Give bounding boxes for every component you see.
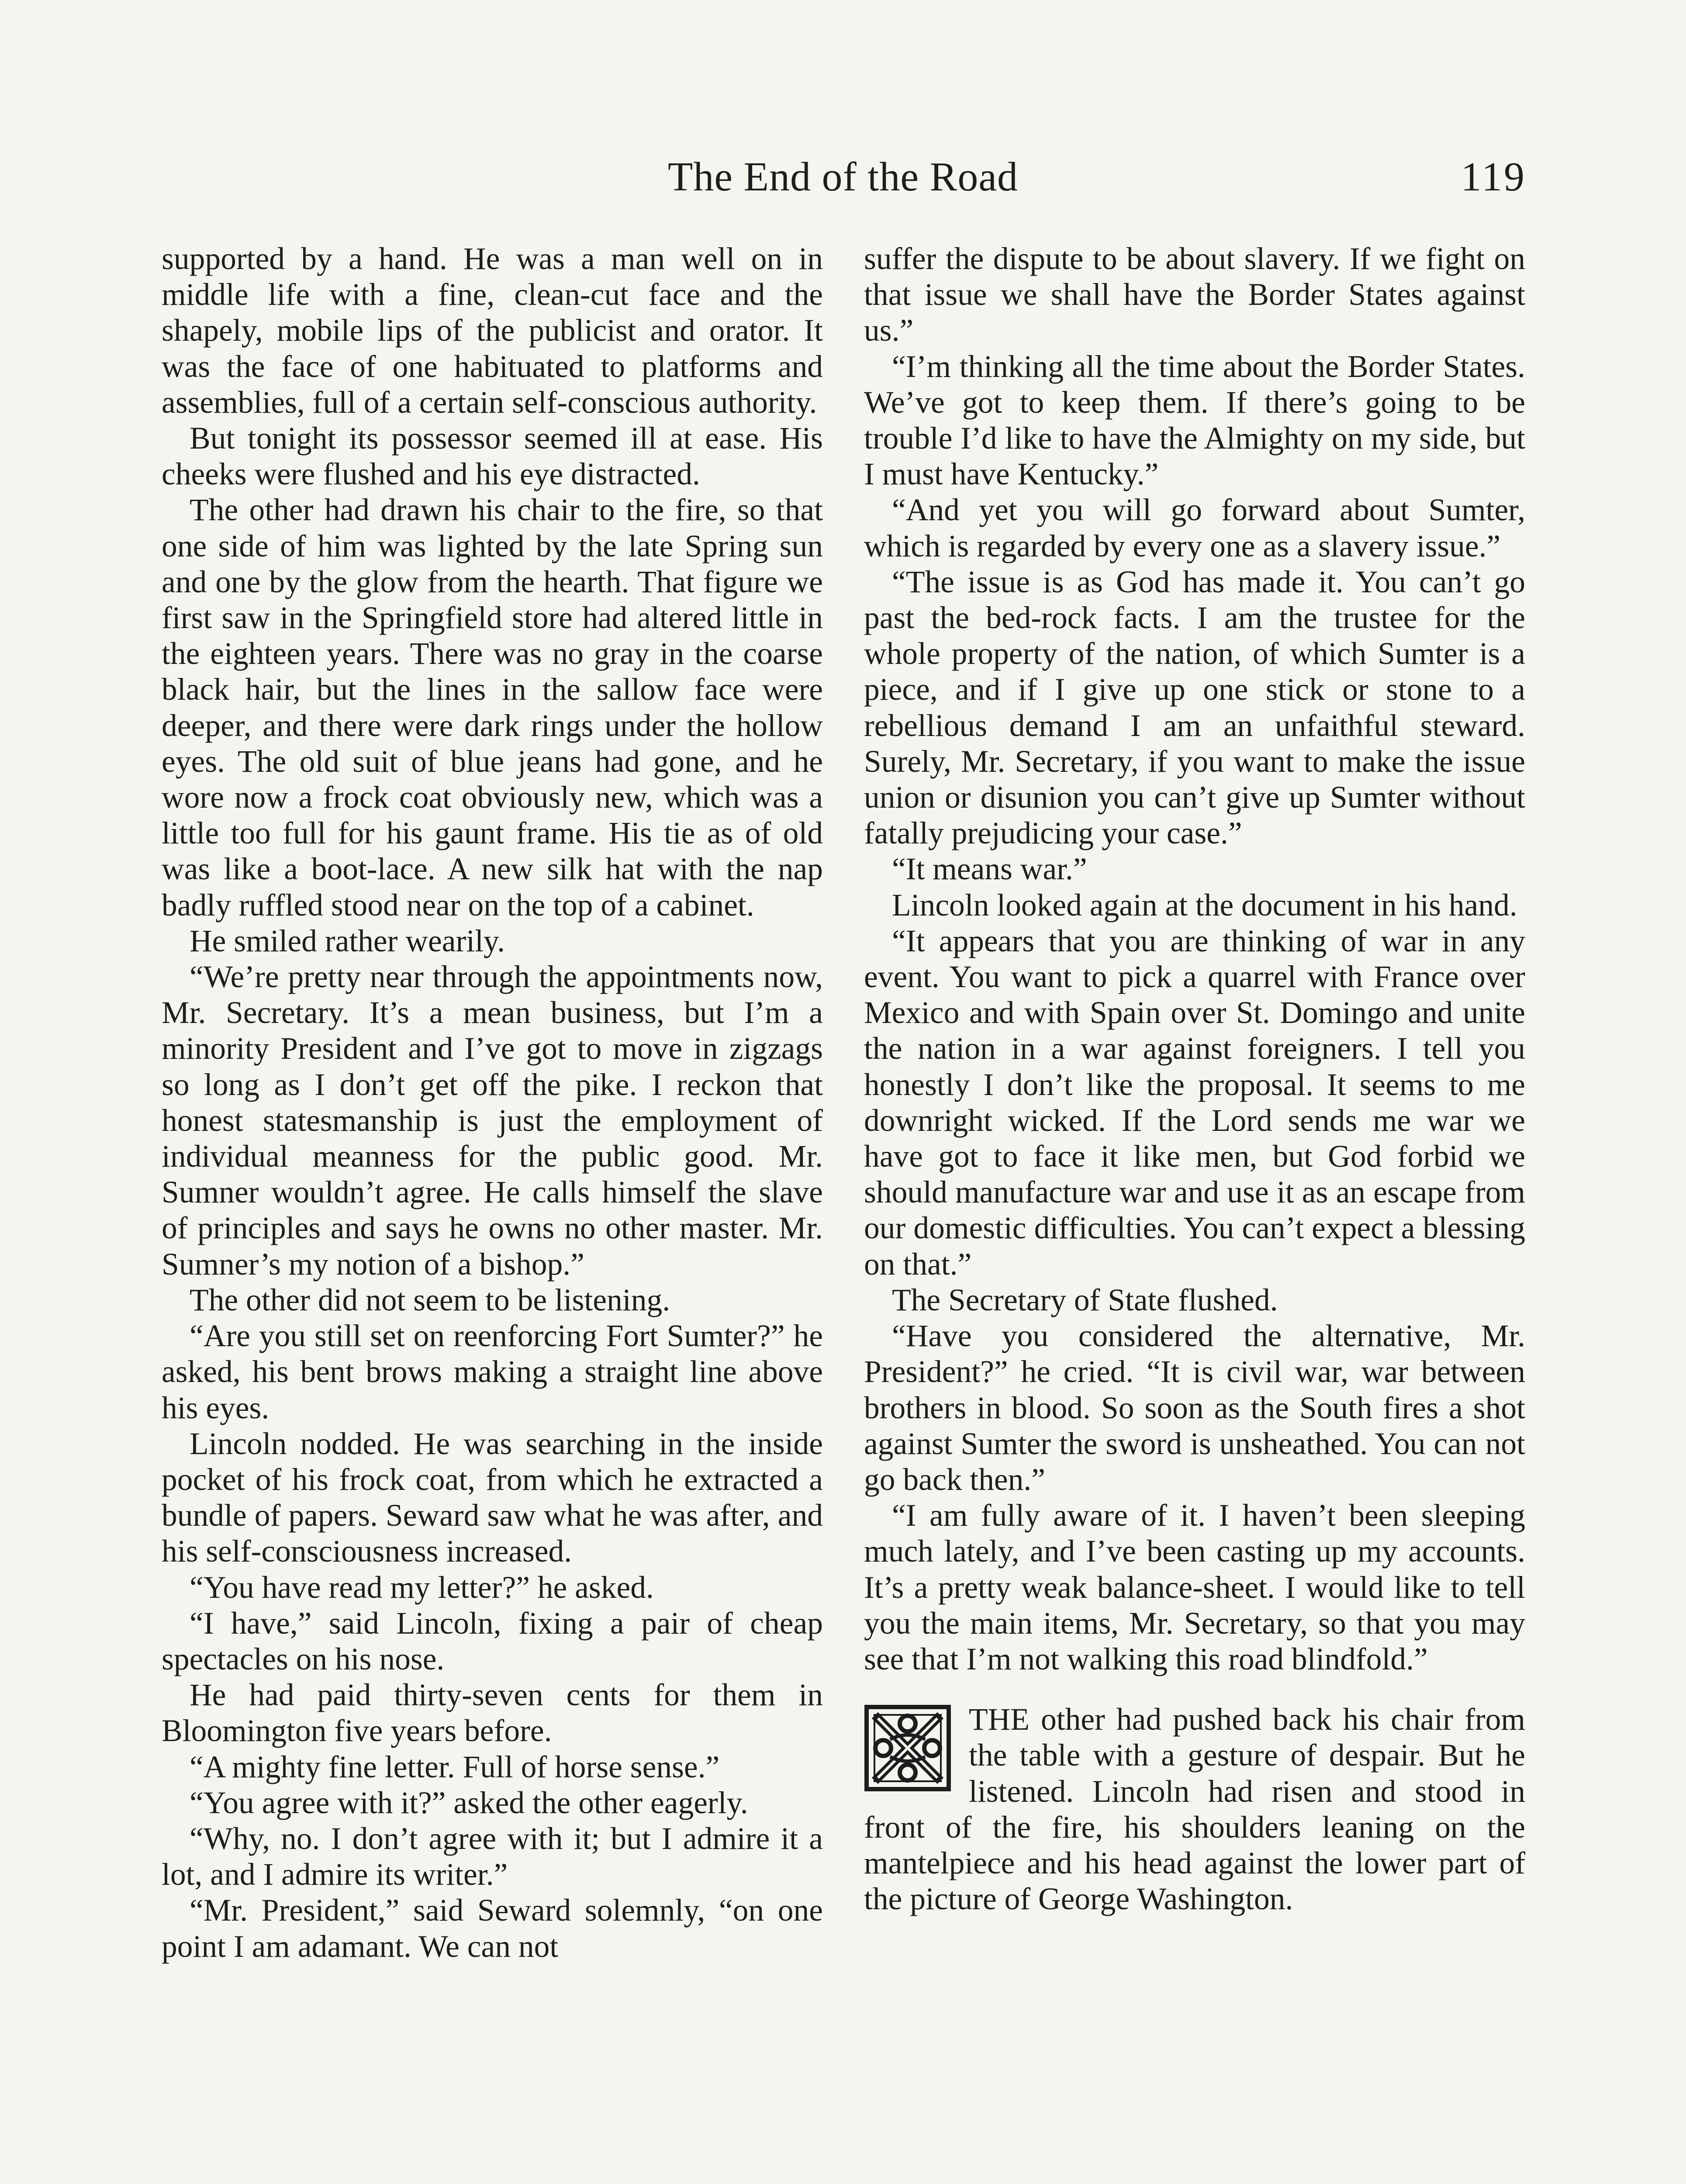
- paragraph: “I’m thinking all the time about the Border States. We’ve got to keep them. If there’s going to be trouble I’d like to have the Almighty on my side, but I must have Kentucky.”: [864, 349, 1525, 492]
- celtic-knot-ornament-icon: [864, 1704, 951, 1792]
- paragraph: Lincoln looked again at the document in his hand.: [892, 888, 1517, 923]
- page-header: [160, 149, 1526, 210]
- closing-paragraph: THE other had pushed back his chair from the table with a gesture of despair. But he listened. Lincoln had risen and stood in front of the fire, his shoulders leaning on the mantelpiece and his head against the lower part of the picture of George Washington.: [864, 1702, 1525, 1917]
- paragraph: He smiled rather wearily.: [190, 923, 505, 958]
- paragraph: “Have you considered the alternative, Mr. President?” he cried. “It is civil war, war between brothers in blood. So soon as the South fires a shot against Sumter the sword is unsheathed. You can not go back then.”: [864, 1319, 1525, 1497]
- paragraph: “You agree with it?” asked the other eagerly.: [190, 1785, 748, 1820]
- paragraph: “I am fully aware of it. I haven’t been sleeping much lately, and I’ve been casting up my accounts. It’s a pretty weak balance-sheet. I would like to tell you the main items, Mr. Secretary, so that you may see that I’m not walking this road blindfold.”: [864, 1498, 1525, 1676]
- paragraph: “Mr. President,” said Seward solemnly, “on one point I am adamant. We can not: [162, 1893, 823, 1964]
- paragraph: “And yet you will go forward about Sumter, which is regarded by every one as a slavery issue.”: [864, 493, 1525, 563]
- paragraph: He had paid thirty-seven cents for them in Bloomington five years before.: [162, 1678, 823, 1749]
- paragraph: “Why, no. I don’t agree with it; but I admire it a lot, and I admire its writer.”: [162, 1821, 823, 1892]
- paragraph: The other had drawn his chair to the fire, so that one side of him was lighted by the late Spring sun and one by the glow from the hearth. That figure we first saw in the Springfield store had altered little in the eighteen years. There was no gray in the coarse black hair, but the lines in the sallow face were deeper, and there were dark rings under the hollow eyes. The old suit of blue jeans had gone, and he wore now a frock coat obviously new, which was a little too full for his gaunt frame. His tie as of old was like a boot-lace. A new silk hat with the nap badly ruffled stood near on the top of a cabinet.: [162, 493, 823, 923]
- paragraph: The Secretary of State flushed.: [892, 1282, 1278, 1317]
- paragraph: suffer the dispute to be about slavery. If we fight on that issue we shall have the Border States against us.”: [864, 242, 1525, 348]
- page-number: 119: [1461, 154, 1526, 200]
- paragraph: Lincoln nodded. He was searching in the inside pocket of his frock coat, from which he extracted a bundle of papers. Seward saw what he was after, and his self-consciousness increased.: [162, 1426, 823, 1569]
- section-opening: [864, 1702, 1525, 1917]
- paragraph: “Are you still set on reenforcing Fort Sumter?” he asked, his bent brows making a straight line above his eyes.: [162, 1319, 823, 1425]
- paragraph: The other did not seem to be listening.: [190, 1282, 670, 1317]
- paragraph: “A mighty fine letter. Full of horse sense.”: [190, 1749, 720, 1784]
- paragraph: “It appears that you are thinking of war in any event. You want to pick a quarrel with France over Mexico and with Spain over St. Domingo and unite the nation in a war against foreigners. I tell you honestly I don’t like the proposal. It seems to me downright wicked. If the Lord sends me war we have got to face it like men, but God forbid we should manufacture war and use it as an escape from our domestic difficulties. You can’t expect a blessing on that.”: [864, 923, 1525, 1282]
- paragraph: “The issue is as God has made it. You can’t go past the bed-rock facts. I am the trustee for the whole property of the nation, of which Sumter is a piece, and if I give up one stick or stone to a rebellious demand I am an unfaithful steward. Surely, Mr. Secretary, if you want to make the issue union or disunion you can’t give up Sumter without fatally prejudicing your case.”: [864, 564, 1525, 851]
- paragraph: “You have read my letter?” he asked.: [190, 1570, 654, 1605]
- paragraph: “We’re pretty near through the appointments now, Mr. Secretary. It’s a mean business, but I’m a minority President and I’ve got to move in zigzags so long as I don’t get off the pike. I reckon that honest statesmanship is just the employment of individual meanness for the public good. Mr. Sumner wouldn’t agree. He calls himself the slave of principles and says he owns no other master. Mr. Sumner’s my notion of a bishop.”: [162, 960, 823, 1282]
- left-column: [162, 241, 823, 1965]
- right-column: [864, 241, 1525, 1917]
- paragraph: “It means war.”: [892, 852, 1087, 887]
- paragraph: supported by a hand. He was a man well on in middle life with a fine, clean-cut face and the shapely, mobile lips of the publicist and orator. It was the face of one habituated to platforms and assemblies, full of a certain self-conscious authority.: [162, 242, 823, 420]
- running-title: The End of the Road: [667, 154, 1019, 200]
- paragraph: But tonight its possessor seemed ill at ease. His cheeks were flushed and his eye distracted.: [162, 421, 823, 492]
- paragraph: “I have,” said Lincoln, fixing a pair of cheap spectacles on his nose.: [162, 1606, 823, 1676]
